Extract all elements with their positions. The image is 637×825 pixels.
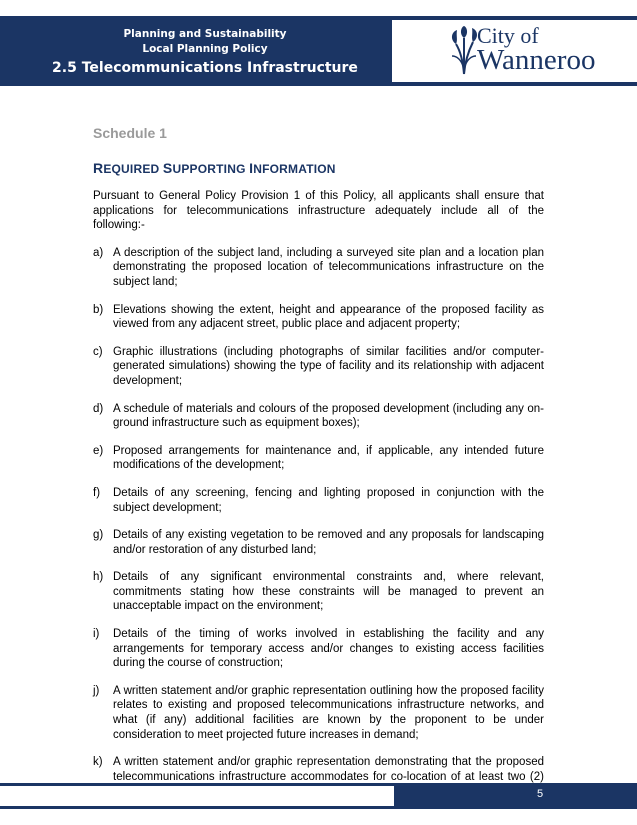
logo-city-name: Wanneroo — [477, 44, 596, 76]
list-item — [93, 402, 544, 431]
header-policy-type: Local Planning Policy — [142, 43, 268, 55]
heading-rest-1: EQUIRED — [103, 162, 163, 176]
list-item — [93, 303, 544, 332]
list-item-label: i) — [93, 628, 100, 641]
list-item — [93, 246, 544, 290]
list-item — [93, 528, 544, 557]
list-item — [93, 684, 544, 742]
list-item — [93, 345, 544, 389]
heading-cap-2: S — [162, 160, 173, 176]
list-item-text: Details of any screening, fencing and lighting proposed in conjunction with the subject development; — [113, 486, 544, 514]
heading-cap-1: R — [93, 160, 104, 176]
list-item-label: j) — [93, 684, 100, 697]
list-item-text: Details of any significant environmental constraints and, where relevant, commitments stating how these constraints will be managed to prevent an unacceptable impact on the environment; — [113, 571, 544, 613]
footer-white-strip — [0, 786, 394, 806]
heading-rest-2: UPPORTING — [172, 162, 250, 176]
list-item-label: d) — [93, 402, 104, 415]
list-item-label: h) — [93, 571, 104, 584]
logo-city-of: City of — [477, 23, 539, 48]
heading-cap-3: I — [249, 160, 254, 176]
plant-emblem-icon — [448, 26, 480, 76]
list-item-text: A written statement and/or graphic representation demonstrating that the proposed telecommunications infrastructure accommodates for co-location of at least two (2) — [113, 756, 544, 783]
header-department: Planning and Sustainability — [123, 28, 287, 40]
document-body — [93, 189, 544, 812]
list-item-text: Elevations showing the extent, height and appearance of the proposed facility as viewed from any adjacent street, public place and adjacent property; — [113, 303, 544, 331]
list-item-label: c) — [93, 345, 103, 358]
list-item-text: A description of the subject land, including a surveyed site plan and a location plan demonstrating the proposed location of telecommunications infrastructure on the subject land; — [113, 246, 544, 288]
section-heading — [93, 160, 336, 176]
city-logo — [392, 20, 637, 82]
list-item-text: A schedule of materials and colours of the proposed development (including any on-ground infrastructure such as equipment boxes); — [113, 402, 544, 430]
list-item-text: Proposed arrangements for maintenance and, if applicable, any intended future modifications of the development; — [113, 444, 544, 472]
list-item-label: a) — [93, 246, 104, 259]
list-item-text: Graphic illustrations (including photographs of similar facilities and/or computer-generated simulations) showing the type of facility and its relationship with adjacent development; — [113, 345, 544, 387]
list-item — [93, 627, 544, 671]
list-item-label: e) — [93, 444, 104, 457]
list-item-label: f) — [93, 486, 101, 499]
page-number: 5 — [536, 788, 544, 800]
intro-paragraph: Pursuant to General Policy Provision 1 of this Policy, all applicants shall ensure that applications for telecommunications infrastructure adequately include all of the following:- — [93, 190, 544, 232]
list-item — [93, 570, 544, 614]
document-header — [0, 16, 410, 86]
list-item-label: g) — [93, 529, 104, 542]
list-item-text: Details of any existing vegetation to be removed and any proposals for landscaping and/or restoration of any disturbed land; — [113, 529, 544, 556]
list-item — [93, 486, 544, 515]
heading-rest-3: NFORMATION — [253, 162, 336, 176]
logo-wordmark — [477, 25, 595, 75]
list-item-label: b) — [93, 303, 104, 316]
list-item — [93, 444, 544, 473]
schedule-title: Schedule 1 — [93, 125, 167, 141]
list-item-label: k) — [93, 756, 103, 769]
header-policy-title: 2.5 Telecommunications Infrastructure — [52, 60, 358, 76]
list-item-text: Details of the timing of works involved in establishing the facility and any arrangements for temporary access and/or changes to existing access facilities during the course of construction; — [113, 628, 544, 670]
list-item-text: A written statement and/or graphic representation outlining how the proposed facility relates to existing and proposed telecommunications infrastructure networks, and what (if any) additional facilities are known by the proponent to be under consideration to meet projected future increases in demand; — [113, 684, 544, 741]
